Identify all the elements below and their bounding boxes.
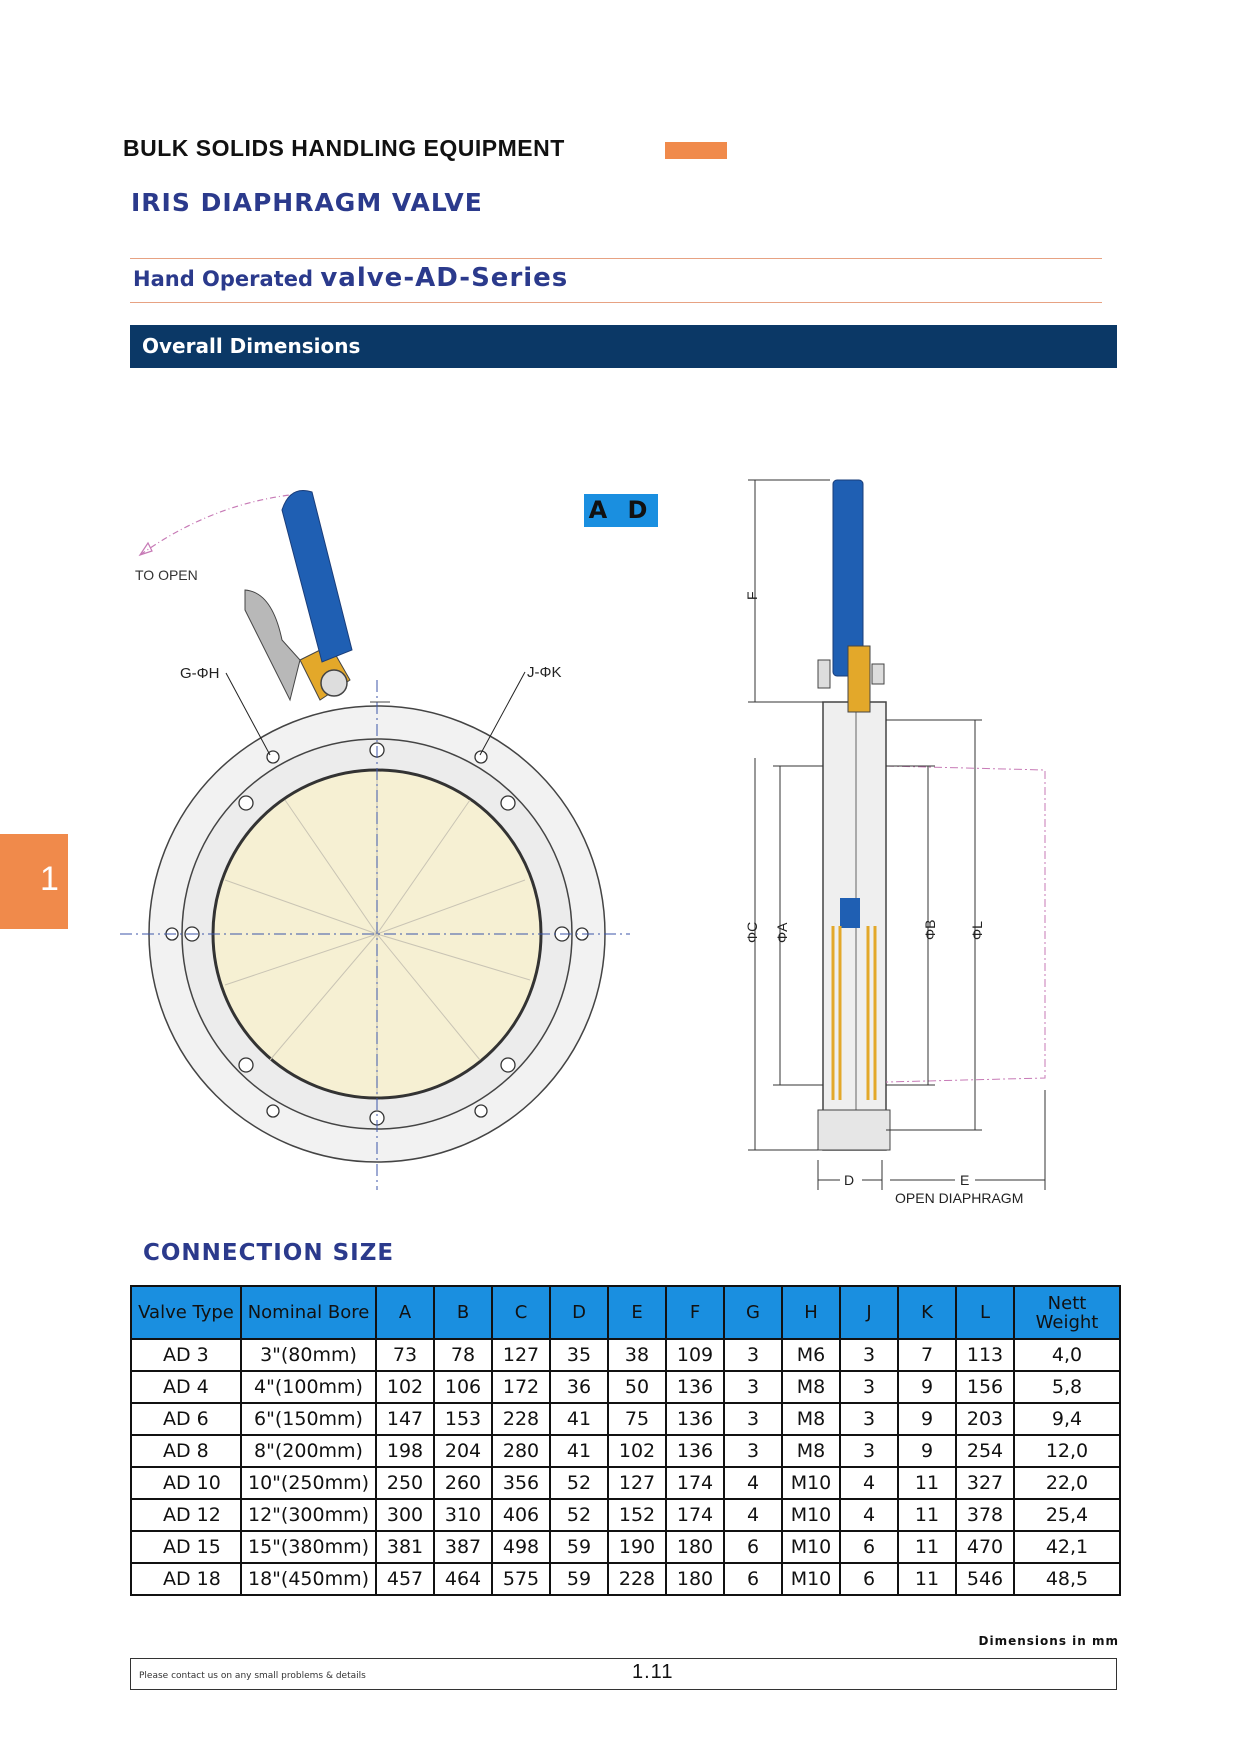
table-cell: 12"(300mm)	[241, 1499, 376, 1531]
table-cell: 356	[492, 1467, 550, 1499]
col-d: D	[550, 1286, 608, 1339]
table-cell: 575	[492, 1563, 550, 1595]
table-cell: 106	[434, 1371, 492, 1403]
table-cell: 464	[434, 1563, 492, 1595]
table-row	[131, 1435, 1120, 1467]
table-cell: 3	[840, 1371, 898, 1403]
table-cell: 3	[840, 1339, 898, 1371]
table-cell: 174	[666, 1499, 724, 1531]
dimension-lines	[748, 480, 1045, 1190]
table-cell: 381	[376, 1531, 434, 1563]
col-f: F	[666, 1286, 724, 1339]
table-cell: 4,0	[1014, 1339, 1120, 1371]
table-cell: 59	[550, 1531, 608, 1563]
table-cell: 12,0	[1014, 1435, 1120, 1467]
handle-pivot-icon	[321, 670, 347, 696]
table-cell: 147	[376, 1403, 434, 1435]
table-cell: 11	[898, 1563, 956, 1595]
table-cell: 250	[376, 1467, 434, 1499]
table-row	[131, 1531, 1120, 1563]
to-open-label: TO OPEN	[135, 567, 198, 583]
subtitle-prefix: Hand Operated	[133, 267, 321, 291]
table-cell: 36	[550, 1371, 608, 1403]
open-diaphragm-outline	[886, 766, 1045, 1082]
front-view	[120, 490, 630, 1190]
table-cell: 156	[956, 1371, 1014, 1403]
footer-note: Please contact us on any small problems & details	[139, 1671, 366, 1681]
table-cell: M8	[782, 1403, 840, 1435]
table-cell: M6	[782, 1339, 840, 1371]
pivot-side	[818, 660, 830, 688]
table-cell: 15"(380mm)	[241, 1531, 376, 1563]
table-cell: 102	[608, 1435, 666, 1467]
dim-c-label: ΦC	[744, 921, 760, 943]
table-cell: 498	[492, 1531, 550, 1563]
table-cell: 8"(200mm)	[241, 1435, 376, 1467]
table-cell: 11	[898, 1531, 956, 1563]
table-cell: 198	[376, 1435, 434, 1467]
brand-title: BULK SOLIDS HANDLING EQUIPMENT	[123, 135, 565, 161]
table-cell: 3	[724, 1403, 782, 1435]
table-cell: 378	[956, 1499, 1014, 1531]
dim-l-label: ΦL	[969, 921, 985, 940]
table-cell: 78	[434, 1339, 492, 1371]
table-row	[131, 1563, 1120, 1595]
model-badge: A D	[584, 494, 658, 527]
table-cell: 102	[376, 1371, 434, 1403]
leader-g-h	[226, 673, 270, 755]
table-cell: M10	[782, 1499, 840, 1531]
dim-f-label: F	[744, 591, 760, 600]
table-cell: 387	[434, 1531, 492, 1563]
table-cell: 18"(450mm)	[241, 1563, 376, 1595]
handle-grip	[282, 490, 352, 662]
base-flange-side	[818, 1110, 890, 1150]
indicator-side	[840, 898, 860, 928]
table-cell: 113	[956, 1339, 1014, 1371]
open-direction-arrow	[140, 543, 152, 555]
table-cell: 3	[840, 1435, 898, 1467]
table-cell: 127	[608, 1467, 666, 1499]
table-cell: 5,8	[1014, 1371, 1120, 1403]
chapter-number: 1	[40, 860, 59, 898]
table-cell: 52	[550, 1499, 608, 1531]
table-cell: 6	[840, 1563, 898, 1595]
table-cell: 7	[898, 1339, 956, 1371]
table-cell: 41	[550, 1403, 608, 1435]
open-direction-arc	[140, 495, 290, 555]
col-l: L	[956, 1286, 1014, 1339]
table-cell: AD 6	[131, 1403, 241, 1435]
dimensions-table	[130, 1285, 1121, 1596]
table-cell: AD 4	[131, 1371, 241, 1403]
table-cell: 4	[724, 1467, 782, 1499]
table-title: CONNECTION SIZE	[143, 1240, 395, 1266]
table-cell: 4"(100mm)	[241, 1371, 376, 1403]
subtitle-series: valve-AD-Series	[320, 263, 569, 293]
table-cell: 25,4	[1014, 1499, 1120, 1531]
table-cell: 11	[898, 1499, 956, 1531]
table-row	[131, 1499, 1120, 1531]
table-cell: 190	[608, 1531, 666, 1563]
table-cell: 41	[550, 1435, 608, 1467]
table-cell: 153	[434, 1403, 492, 1435]
table-cell: 9,4	[1014, 1403, 1120, 1435]
table-cell: 6	[724, 1563, 782, 1595]
table-cell: 228	[608, 1563, 666, 1595]
table-cell: 260	[434, 1467, 492, 1499]
col-b: B	[434, 1286, 492, 1339]
table-header-row	[131, 1286, 1120, 1339]
side-view	[744, 480, 1045, 1206]
table-cell: 22,0	[1014, 1467, 1120, 1499]
footer	[130, 1658, 1117, 1690]
table-cell: 136	[666, 1371, 724, 1403]
document-title: IRIS DIAPHRAGM VALVE	[131, 188, 483, 217]
table-cell: 48,5	[1014, 1563, 1120, 1595]
table-cell: 546	[956, 1563, 1014, 1595]
table-cell: 42,1	[1014, 1531, 1120, 1563]
table-cell: 327	[956, 1467, 1014, 1499]
table-cell: 470	[956, 1531, 1014, 1563]
table-cell: AD 15	[131, 1531, 241, 1563]
leader-j-k	[480, 672, 525, 755]
table-cell: M8	[782, 1435, 840, 1467]
table-cell: 4	[724, 1499, 782, 1531]
table-cell: 3	[724, 1371, 782, 1403]
col-g: G	[724, 1286, 782, 1339]
table-cell: 180	[666, 1563, 724, 1595]
table-cell: 10"(250mm)	[241, 1467, 376, 1499]
table-cell: 203	[956, 1403, 1014, 1435]
table-cell: 228	[492, 1403, 550, 1435]
label-g-h: G-ΦH	[180, 665, 220, 682]
units-note: Dimensions in mm	[978, 1634, 1119, 1648]
table-cell: 6"(150mm)	[241, 1403, 376, 1435]
col-h: H	[782, 1286, 840, 1339]
table-row	[131, 1467, 1120, 1499]
label-j-k: J-ΦK	[527, 664, 562, 681]
table-cell: 73	[376, 1339, 434, 1371]
col-nominal-bore: Nominal Bore	[241, 1286, 376, 1339]
table-cell: 59	[550, 1563, 608, 1595]
table-cell: 204	[434, 1435, 492, 1467]
table-cell: 136	[666, 1435, 724, 1467]
col-k: K	[898, 1286, 956, 1339]
handle-mount-side	[848, 646, 870, 712]
table-cell: M10	[782, 1563, 840, 1595]
table-cell: 172	[492, 1371, 550, 1403]
table-cell: 174	[666, 1467, 724, 1499]
table-cell: AD 12	[131, 1499, 241, 1531]
table-cell: 4	[840, 1499, 898, 1531]
table-cell: 11	[898, 1467, 956, 1499]
table-cell: 3	[840, 1403, 898, 1435]
col-e: E	[608, 1286, 666, 1339]
dim-b-label: ΦB	[922, 919, 938, 940]
col-valve-type: Valve Type	[131, 1286, 241, 1339]
table-cell: AD 3	[131, 1339, 241, 1371]
table-cell: AD 8	[131, 1435, 241, 1467]
table-cell: 6	[724, 1531, 782, 1563]
table-cell: 109	[666, 1339, 724, 1371]
table-cell: M10	[782, 1531, 840, 1563]
dim-a-label: ΦA	[774, 922, 790, 943]
col-a: A	[376, 1286, 434, 1339]
table-cell: 52	[550, 1467, 608, 1499]
table-cell: 152	[608, 1499, 666, 1531]
nut-side	[872, 664, 884, 684]
col-c: C	[492, 1286, 550, 1339]
table-cell: 50	[608, 1371, 666, 1403]
table-cell: 35	[550, 1339, 608, 1371]
dim-d-label: D	[844, 1172, 855, 1188]
dim-e-label: E	[960, 1172, 970, 1188]
open-diaphragm-label: OPEN DIAPHRAGM	[895, 1190, 1024, 1206]
lever-release	[245, 590, 300, 700]
table-cell: 3	[724, 1435, 782, 1467]
col-j: J	[840, 1286, 898, 1339]
table-cell: 457	[376, 1563, 434, 1595]
table-cell: 406	[492, 1499, 550, 1531]
table-cell: 136	[666, 1403, 724, 1435]
table-cell: 38	[608, 1339, 666, 1371]
table-cell: 6	[840, 1531, 898, 1563]
table-row	[131, 1371, 1120, 1403]
table-cell: 4	[840, 1467, 898, 1499]
table-cell: 3	[724, 1339, 782, 1371]
table-row	[131, 1339, 1120, 1371]
table-cell: 3"(80mm)	[241, 1339, 376, 1371]
table-cell: 9	[898, 1403, 956, 1435]
table-cell: 280	[492, 1435, 550, 1467]
table-cell: 9	[898, 1371, 956, 1403]
table-cell: M10	[782, 1467, 840, 1499]
table-cell: AD 10	[131, 1467, 241, 1499]
table-cell: 254	[956, 1435, 1014, 1467]
page-number: 1.11	[632, 1661, 674, 1683]
table-row	[131, 1403, 1120, 1435]
col-nett-weight: Nett Weight	[1014, 1286, 1120, 1339]
table-cell: 310	[434, 1499, 492, 1531]
section-title: Overall Dimensions	[142, 334, 361, 358]
table-cell: 300	[376, 1499, 434, 1531]
table-cell: 180	[666, 1531, 724, 1563]
table-cell: 127	[492, 1339, 550, 1371]
table-cell: M8	[782, 1371, 840, 1403]
table-cell: 9	[898, 1435, 956, 1467]
table-cell: 75	[608, 1403, 666, 1435]
table-cell: AD 18	[131, 1563, 241, 1595]
